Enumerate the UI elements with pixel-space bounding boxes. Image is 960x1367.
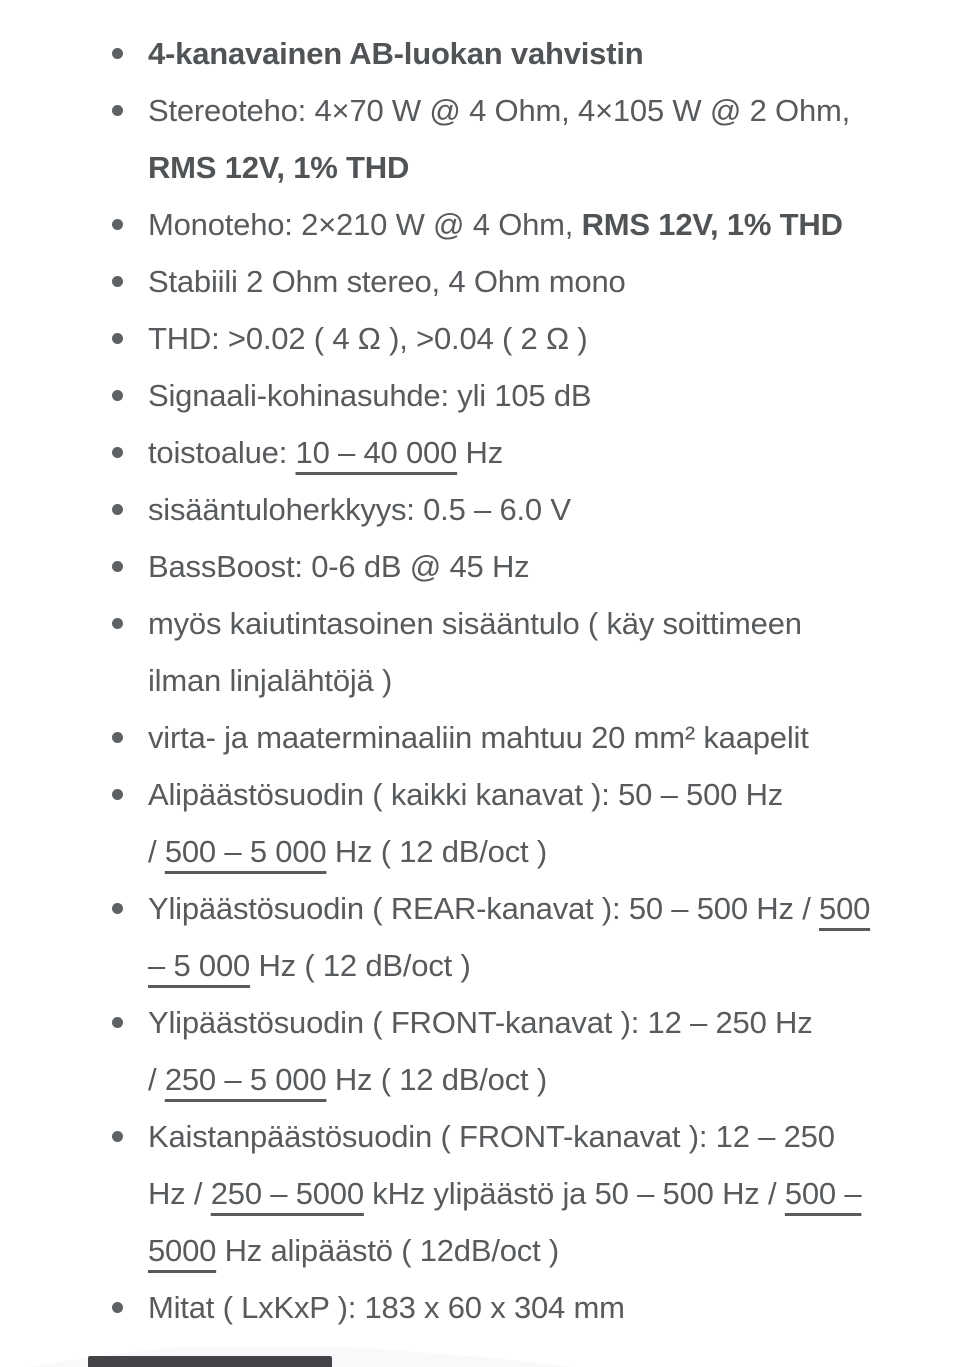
spec-item-terminal-cable-size xyxy=(148,709,930,766)
spec-text: Stabiili 2 Ohm stereo, 4 Ohm mono xyxy=(148,264,626,299)
spec-text: RMS 12V, 1% THD xyxy=(581,207,843,242)
spec-text: kHz ylipäästö ja 50 – 500 Hz / xyxy=(363,1176,785,1211)
spec-text: ilman linjalähtöjä ) xyxy=(148,663,393,698)
spec-item-stability xyxy=(148,253,930,310)
spec-text: Signaali-kohinasuhde: yli 105 dB xyxy=(148,378,592,413)
underlined-range-link[interactable]: 5000 xyxy=(148,1233,217,1268)
spec-text: / xyxy=(148,834,165,869)
spec-text: Hz ( 12 dB/oct ) xyxy=(250,948,471,983)
spec-item-low-pass-filter xyxy=(148,766,930,880)
spec-item-high-pass-filter-rear xyxy=(148,880,930,994)
spec-text: RMS 12V, 1% THD xyxy=(148,150,410,185)
spec-text: 4-kanavainen AB-luokan vahvistin xyxy=(148,36,644,71)
spec-text: Ylipäästösuodin ( REAR-kanavat ): 50 – 500 Hz / xyxy=(148,891,820,926)
spec-text: Hz / xyxy=(148,1176,211,1211)
spec-text: virta- ja maaterminaaliin mahtuu 20 mm² kaapelit xyxy=(148,720,809,755)
spec-item-input-sensitivity xyxy=(148,481,930,538)
underlined-range-link[interactable]: 250 – 5 000 xyxy=(164,1062,327,1097)
spec-item-speaker-level-input xyxy=(148,595,930,709)
spec-text: BassBoost: 0-6 dB @ 45 Hz xyxy=(148,549,530,584)
spec-text: Hz ( 12 dB/oct ) xyxy=(326,834,547,869)
spec-item-dimensions xyxy=(148,1279,930,1336)
spec-text: Kaistanpäästösuodin ( FRONT-kanavat ): 12 – 250 xyxy=(148,1119,835,1154)
underlined-range-link[interactable]: – 5 000 xyxy=(148,948,251,983)
spec-text: Hz ( 12 dB/oct ) xyxy=(326,1062,547,1097)
spec-text: Hz alipäästö ( 12dB/oct ) xyxy=(216,1233,560,1268)
underlined-range-link[interactable]: 10 – 40 000 xyxy=(295,435,458,470)
underlined-range-link[interactable]: 500 – xyxy=(784,1176,862,1211)
spec-item-high-pass-filter-front xyxy=(148,994,930,1108)
spec-text: / xyxy=(148,1062,165,1097)
spec-item-band-pass-filter-front xyxy=(148,1108,930,1279)
spec-text: Alipäästösuodin ( kaikki kanavat ): 50 – 500 Hz xyxy=(148,777,784,812)
spec-text: THD: >0.02 ( 4 Ω ), >0.04 ( 2 Ω ) xyxy=(148,321,588,356)
spec-text: Ylipäästösuodin ( FRONT-kanavat ): 12 – 250 Hz xyxy=(148,1005,813,1040)
spec-item-frequency-range xyxy=(148,424,930,481)
spec-text: myös kaiutintasoinen sisääntulo ( käy soittimeen xyxy=(148,606,802,641)
spec-text: sisääntuloherkkyys: 0.5 – 6.0 V xyxy=(148,492,571,527)
spec-item-bass-boost xyxy=(148,538,930,595)
spec-item-mono-power xyxy=(148,196,930,253)
spec-item-stereo-power xyxy=(148,82,930,196)
underlined-range-link[interactable]: 500 – 5 000 xyxy=(164,834,327,869)
underlined-range-link[interactable]: 250 – 5000 xyxy=(210,1176,364,1211)
spec-text: Hz xyxy=(457,435,504,470)
partial-dark-element xyxy=(88,1356,332,1367)
spec-item-thd xyxy=(148,310,930,367)
spec-text: Stereoteho: 4×70 W @ 4 Ohm, 4×105 W @ 2 Ohm, xyxy=(148,93,851,128)
spec-text: Mitat ( LxKxP ): 183 x 60 x 304 mm xyxy=(148,1290,625,1325)
spec-text: toistoalue: xyxy=(148,435,296,470)
spec-item-amplifier-class xyxy=(148,25,930,82)
underlined-range-link[interactable]: 500 xyxy=(819,891,871,926)
spec-item-signal-noise-ratio xyxy=(148,367,930,424)
spec-text: Monoteho: 2×210 W @ 4 Ohm, xyxy=(148,207,582,242)
